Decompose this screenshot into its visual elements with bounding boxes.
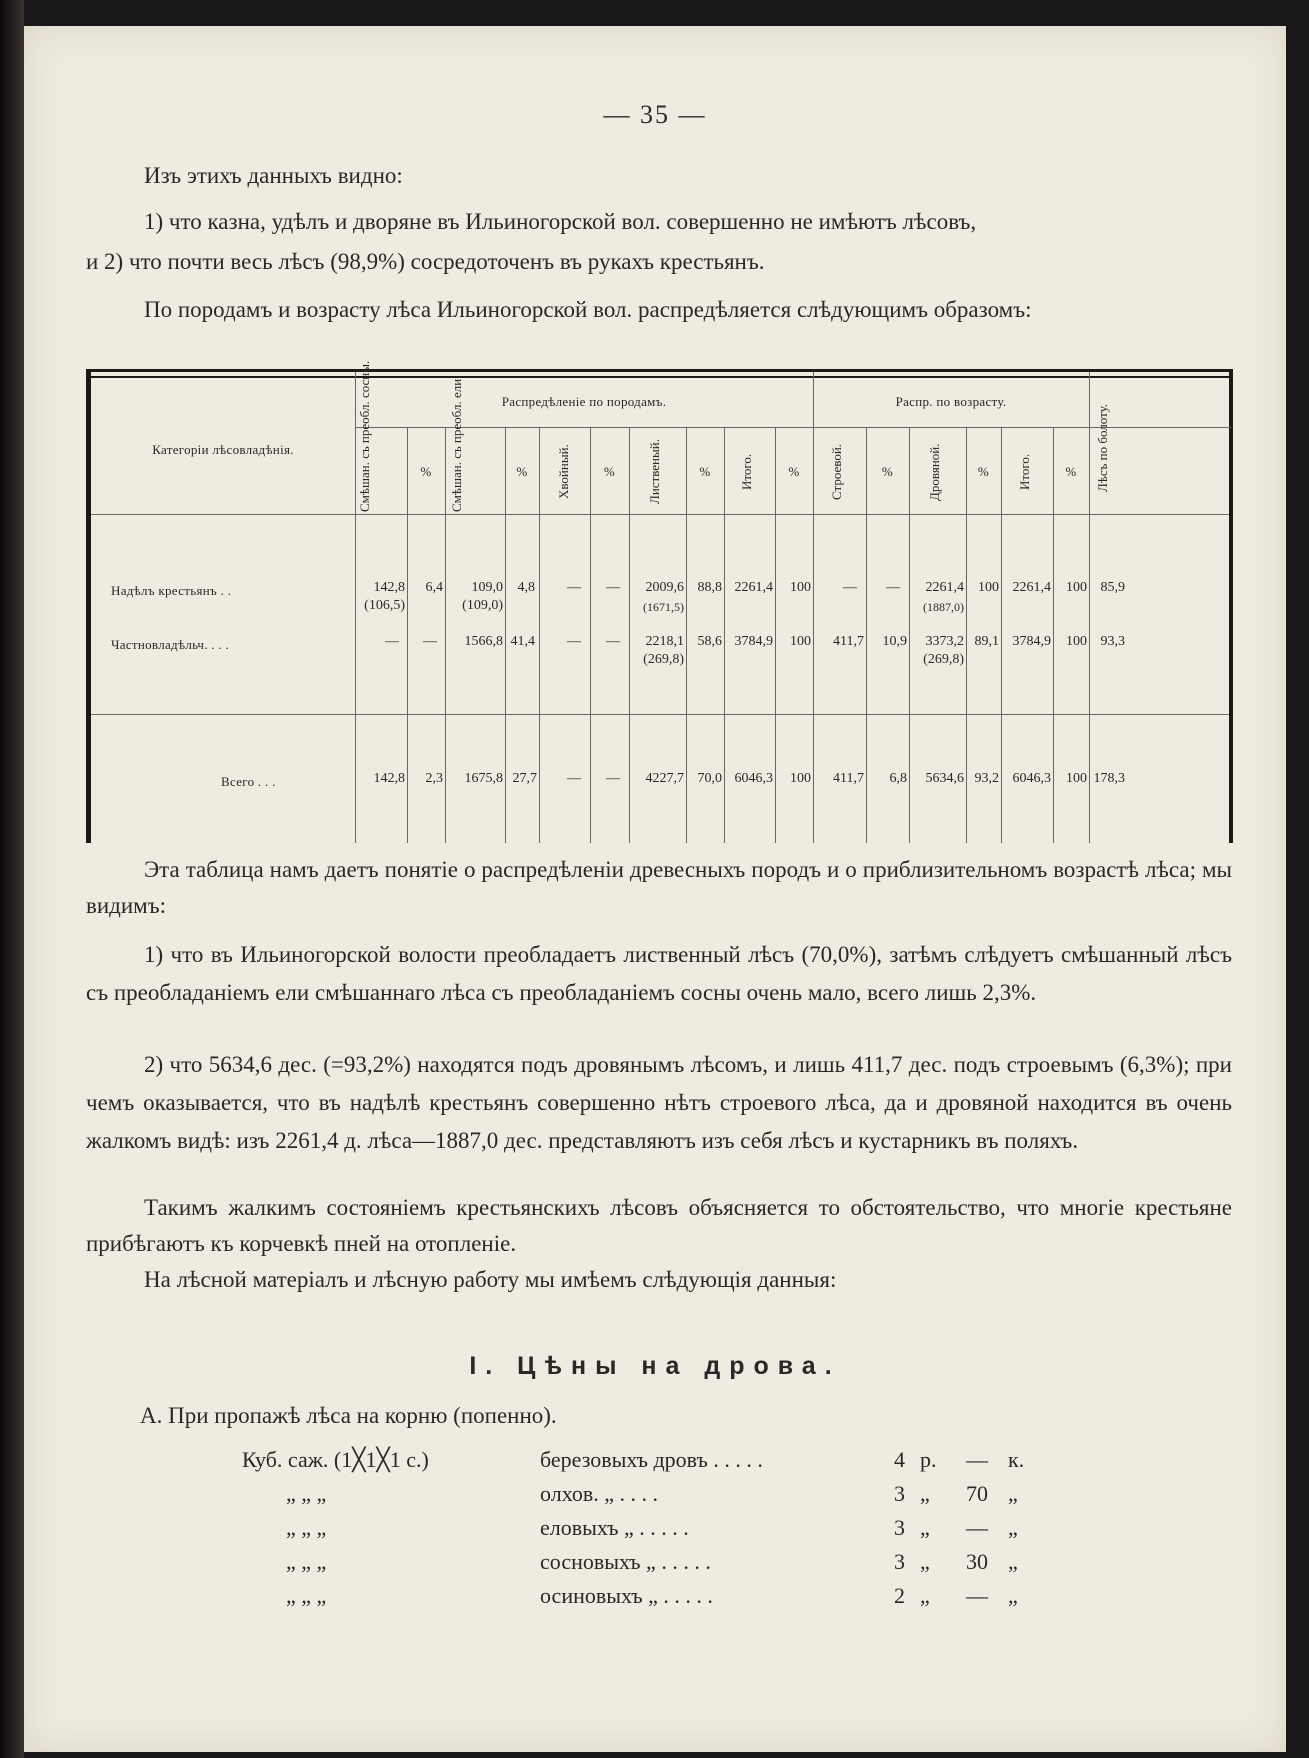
table-cell: —	[423, 634, 437, 649]
price-kop-label: „	[1008, 1549, 1018, 1574]
col-pct: %	[1065, 464, 1077, 479]
price-kop: —	[966, 1515, 988, 1540]
price-kop-label: „	[1008, 1583, 1018, 1608]
col-total: Итого.	[739, 453, 754, 491]
table-cell: 93,3	[1100, 634, 1125, 649]
price-rub: 3	[894, 1549, 905, 1574]
table-cell: 100	[978, 580, 999, 595]
table-cell: 411,7	[833, 634, 864, 649]
col-firewood: Дровяной.	[927, 443, 942, 501]
price-rub-label: „	[920, 1515, 930, 1540]
paragraph-5: Эта таблица намъ даетъ понятіе о распредѣленіи древесныхъ породъ и о приблизительномъ возрастѣ лѣса; мы видимъ:	[86, 857, 1232, 918]
paragraph-8: Такимъ жалкимъ состояніемъ крестьянскихъ лѣсовъ объясняется то обстоятельство, что многіе крестьяне прибѣгаютъ къ корчевкѣ пней на отопленіе.	[86, 1195, 1232, 1256]
col-timber: Строевой.	[829, 443, 844, 501]
table-cell: 100	[1066, 634, 1087, 649]
price-line-wood: сосновыхъ „ . . . . .	[540, 1549, 711, 1574]
table-cell: —	[385, 634, 399, 649]
header-swamp: Лѣсъ по болоту.	[1095, 403, 1110, 493]
price-kop: 70	[966, 1481, 988, 1506]
table-cell: 2261,4	[1012, 580, 1051, 595]
header-species: Распредѣленіе по породамъ.	[501, 394, 667, 409]
table-cell: 6046,3	[1012, 771, 1051, 786]
col-pct: %	[420, 464, 432, 479]
table-cell: 3784,9	[734, 634, 773, 649]
col-pct: %	[699, 464, 711, 479]
col-total-age: Итого.	[1017, 453, 1032, 491]
table-cell: 100	[1066, 771, 1087, 786]
table-cell: (1887,0)	[923, 600, 964, 614]
table-cell: (106,5)	[364, 598, 405, 613]
paragraph-6: 1) что въ Ильиногорской волости преобладаетъ лиственный лѣсъ (70,0%), затѣмъ слѣдуетъ смѣшанный лѣсъ съ преобладаніемъ ели смѣшаннаго лѣса съ преобладаніемъ сосны очень мало, всего лишь 2,3%.	[86, 942, 1232, 1005]
forest-distribution-table	[86, 360, 1233, 843]
table-cell: —	[606, 580, 620, 595]
table-cell: 1675,8	[464, 771, 503, 786]
price-rub: 2	[894, 1583, 905, 1608]
table-cell: 4,8	[517, 580, 535, 595]
row-label: Надѣлъ крестьянъ . .	[111, 583, 232, 598]
price-kop: 30	[966, 1549, 988, 1574]
price-kop: —	[966, 1583, 988, 1608]
table-cell: 4227,7	[645, 771, 684, 786]
price-line-wood: олхов. „ . . . .	[540, 1481, 659, 1506]
col-pct: %	[516, 464, 528, 479]
price-kop-label: „	[1008, 1515, 1018, 1540]
paragraph-9: На лѣсной матеріалъ и лѣсную работу мы имѣемъ слѣдующія данныя:	[144, 1267, 837, 1292]
paragraph-2: 1) что казна, удѣлъ и дворяне въ Ильиногорской вол. совершенно не имѣютъ лѣсовъ,	[144, 209, 977, 234]
table-cell: 100	[1066, 580, 1087, 595]
page-number: — 35 —	[603, 100, 707, 129]
price-kop-label: „	[1008, 1481, 1018, 1506]
book-spine	[0, 0, 24, 1758]
table-cell: 85,9	[1100, 580, 1125, 595]
table-cell: 10,9	[882, 634, 907, 649]
table-cell: 3373,2	[925, 634, 964, 649]
header-age: Распр. по возрасту.	[895, 394, 1007, 409]
table-cell: (269,8)	[643, 652, 684, 667]
price-rub-label: р.	[920, 1447, 937, 1472]
col-mixed-spruce: Смѣшан. съ преобл. ели.	[449, 375, 464, 512]
header-category: Категоріи лѣсовладѣнія.	[152, 442, 294, 457]
table-cell: —	[606, 634, 620, 649]
table-cell: 6,8	[889, 771, 907, 786]
table-cell: 89,1	[974, 634, 999, 649]
price-line-wood: еловыхъ „ . . . . .	[540, 1515, 689, 1540]
table-cell: 6,4	[425, 580, 443, 595]
table-cell: 1566,8	[464, 634, 503, 649]
table-cell: 58,6	[697, 634, 722, 649]
table-cell: 142,8	[373, 580, 405, 595]
table-cell: 2,3	[425, 771, 443, 786]
table-cell: 88,8	[697, 580, 722, 595]
table-cell: 2218,1	[645, 634, 684, 649]
paragraph-4: По породамъ и возрасту лѣса Ильиногорской вол. распредѣляется слѣдующимъ образомъ:	[144, 297, 1032, 322]
table-cell: (1671,5)	[643, 600, 684, 614]
table-cell: 2261,4	[925, 580, 964, 595]
table-cell: 3784,9	[1012, 634, 1051, 649]
paragraph-3: и 2) что почти весь лѣсъ (98,9%) сосредоточенъ въ рукахъ крестьянъ.	[86, 249, 765, 274]
price-rub-label: „	[920, 1583, 930, 1608]
table-cell: —	[567, 580, 581, 595]
col-pct: %	[788, 464, 800, 479]
table-cell: 178,3	[1093, 771, 1125, 786]
col-conifer: Хвойный.	[556, 444, 571, 500]
price-line-unit: Куб. саж. (1╳1╳1 с.)	[242, 1447, 429, 1472]
price-rub-label: „	[920, 1549, 930, 1574]
table-cell: 100	[790, 634, 811, 649]
price-kop: —	[966, 1447, 988, 1472]
col-pct: %	[881, 464, 894, 479]
document-page	[24, 26, 1286, 1752]
price-rub: 3	[894, 1481, 905, 1506]
table-cell: 109,0	[471, 580, 503, 595]
row-label: Частновладѣльч. . . .	[111, 637, 230, 652]
table-cell: 411,7	[833, 771, 864, 786]
price-line-unit: „ „ „	[286, 1583, 327, 1608]
table-cell: —	[567, 771, 581, 786]
col-pct: %	[977, 464, 990, 479]
table-cell: (269,8)	[923, 652, 964, 667]
section-subtitle: А. При пропажѣ лѣса на корню (попенно).	[140, 1403, 557, 1428]
paragraph-1: Изъ этихъ данныхъ видно:	[144, 163, 403, 188]
col-mixed-pine: Смѣшан. съ преобл. сосны.	[357, 360, 372, 512]
section-title: I. Цѣны на дрова.	[469, 1352, 841, 1380]
table-cell: 93,2	[974, 771, 999, 786]
price-line-unit: „ „ „	[286, 1481, 327, 1506]
table-cell: 27,7	[512, 771, 537, 786]
row-label: Всего . . .	[221, 774, 276, 789]
price-line-unit: „ „ „	[286, 1549, 327, 1574]
price-rub: 4	[894, 1447, 905, 1472]
table-cell: 6046,3	[734, 771, 773, 786]
col-deciduous: Лиственый.	[647, 439, 662, 505]
table-cell: —	[843, 580, 857, 595]
table-cell: 41,4	[510, 634, 535, 649]
price-line-wood: березовыхъ дровъ . . . . .	[540, 1447, 763, 1472]
table-cell: 100	[790, 580, 811, 595]
price-line-wood: осиновыхъ „ . . . . .	[540, 1583, 713, 1608]
table-cell: —	[606, 771, 620, 786]
price-rub: 3	[894, 1515, 905, 1540]
price-rub-label: „	[920, 1481, 930, 1506]
price-kop-label: к.	[1008, 1447, 1025, 1472]
table-cell: 5634,6	[925, 771, 964, 786]
col-pct: %	[603, 464, 616, 479]
table-cell: (109,0)	[462, 598, 503, 613]
table-cell: 2261,4	[734, 580, 773, 595]
table-cell: —	[567, 634, 581, 649]
table-cell: 100	[790, 771, 811, 786]
paragraph-7: 2) что 5634,6 дес. (=93,2%) находятся подъ дровянымъ лѣсомъ, и лишь 411,7 дес. подъ строевымъ (6,3%); при чемъ оказывается, что въ надѣлѣ крестьянъ совершенно нѣтъ строевого лѣса, да и дровяной находится въ очень жалкомъ видѣ: изъ 2261,4 д. лѣса—1887,0 дес. представляютъ изъ себя лѣсъ и кустарникъ въ поляхъ.	[86, 1052, 1232, 1153]
table-cell: 2009,6	[645, 580, 684, 595]
price-line-unit: „ „ „	[286, 1515, 327, 1540]
table-cell: 142,8	[373, 771, 405, 786]
table-cell: 70,0	[697, 771, 722, 786]
table-cell: —	[886, 580, 900, 595]
